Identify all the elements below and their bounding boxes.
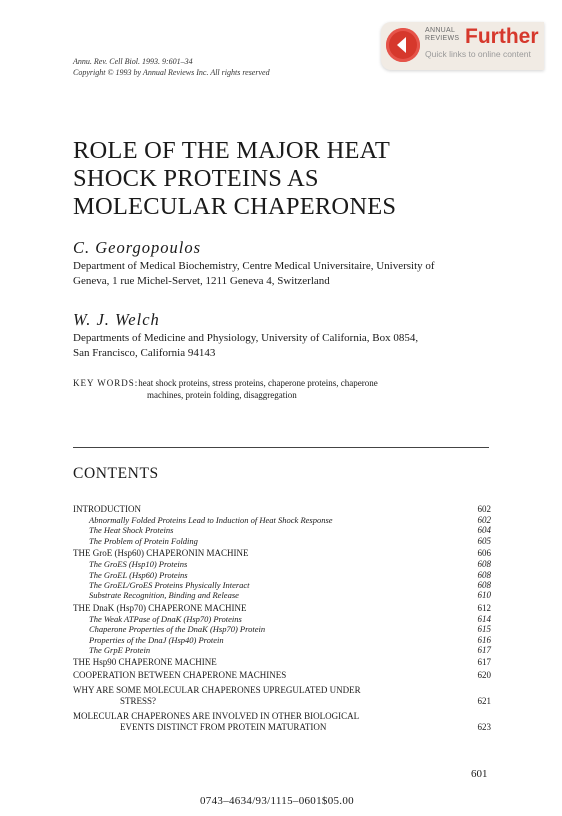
page-number: 601 — [471, 768, 488, 780]
toc-page-number: 608 — [477, 569, 491, 580]
toc-entry-text: Abnormally Folded Proteins Lead to Induction of Heat Shock Response — [89, 515, 333, 525]
toc-entry-text: Chaperone Properties of the DnaK (Hsp70) Protein — [89, 624, 266, 635]
toc-entry-title — [89, 559, 461, 569]
toc-page-number: 610 — [477, 590, 491, 601]
article-title — [73, 137, 493, 221]
toc-entry-text: THE DnaK (Hsp70) CHAPERONE MACHINE — [73, 602, 247, 613]
contents-heading: CONTENTS — [73, 465, 159, 482]
toc-entry — [73, 504, 491, 515]
title-line: ROLE OF THE MAJOR HEAT — [73, 137, 391, 164]
toc-entry-text: COOPERATION BETWEEN CHAPERONE MACHINES — [73, 670, 287, 681]
toc-entry-title — [73, 548, 461, 559]
affiliation-line: Departments of Medicine and Physiology, University of California, Box 0854, — [73, 332, 419, 344]
toc-entry-title — [73, 504, 461, 515]
author-affiliation — [73, 331, 503, 361]
toc-entry — [73, 580, 491, 590]
toc-page-number: 615 — [477, 624, 491, 635]
author-name: W. J. Welch — [73, 310, 160, 329]
toc-entry-title — [89, 570, 461, 580]
affiliation-line: San Francisco, California 94143 — [73, 347, 216, 359]
further-label: Further — [465, 25, 539, 48]
toc-entry-text: The Weak ATPase of DnaK (Hsp70) Proteins — [89, 613, 242, 624]
toc-entry-text: WHY ARE SOME MOLECULAR CHAPERONES UPREGULATED UNDER — [73, 685, 361, 696]
toc-entry-continuation: STRESS? — [120, 696, 157, 707]
toc-entry-title — [89, 525, 461, 535]
toc-page-number: 606 — [477, 548, 491, 559]
key-words — [73, 377, 493, 401]
toc-entry-title — [89, 624, 461, 634]
toc-entry — [73, 711, 491, 733]
title-line: SHOCK PROTEINS AS — [73, 165, 319, 192]
author-name: C. Georgopoulos — [73, 238, 202, 257]
brand-line-2: REVIEWS — [425, 35, 460, 42]
toc-entry-title — [89, 635, 461, 645]
toc-entry-text: The Heat Shock Proteins — [89, 525, 174, 536]
price-code: 0743–4634/93/1115–0601$05.00 — [200, 795, 354, 807]
toc-entry — [73, 657, 491, 668]
key-words-label: KEY WORDS: — [73, 378, 139, 388]
table-of-contents — [73, 504, 491, 733]
toc-entry — [73, 590, 491, 600]
toc-entry-text: MOLECULAR CHAPERONES ARE INVOLVED IN OTHER BIOLOGICAL — [73, 711, 360, 722]
toc-entry-text: The GroES (Hsp10) Proteins — [89, 559, 188, 570]
toc-page-number: 621 — [477, 696, 491, 707]
toc-entry-text: Substrate Recognition, Binding and Release — [89, 590, 239, 601]
toc-entry — [73, 645, 491, 655]
toc-entry — [73, 635, 491, 645]
toc-entry-continuation: EVENTS DISTINCT FROM PROTEIN MATURATION — [120, 722, 327, 733]
toc-page-number: 602 — [477, 504, 491, 514]
toc-entry-title — [73, 603, 461, 614]
toc-entry — [73, 624, 491, 634]
toc-entry-text: The GroEL (Hsp60) Proteins — [89, 569, 188, 580]
author-affiliation — [73, 259, 503, 289]
toc-page-number: 617 — [477, 645, 491, 656]
toc-entry — [73, 559, 491, 569]
toc-page-number: 612 — [477, 602, 491, 613]
toc-entry-title — [89, 580, 461, 590]
toc-entry — [73, 536, 491, 546]
toc-entry-text: Properties of the DnaJ (Hsp40) Protein — [89, 634, 224, 645]
journal-citation: Annu. Rev. Cell Biol. 1993. 9:601–34 — [73, 57, 193, 66]
toc-entry — [73, 548, 491, 559]
toc-entry-title — [73, 711, 461, 733]
toc-entry-title — [89, 515, 461, 525]
brand-line-1: ANNUAL — [425, 27, 456, 34]
toc-page-number: 608 — [477, 580, 491, 591]
toc-page-number: 617 — [477, 657, 491, 668]
toc-entry-title — [89, 645, 461, 655]
toc-entry-text: THE Hsp90 CHAPERONE MACHINE — [73, 657, 217, 668]
toc-entry-title — [89, 590, 461, 600]
toc-entry — [73, 685, 491, 707]
annual-reviews-logo — [425, 27, 465, 43]
toc-entry — [73, 515, 491, 525]
toc-page-number: 602 — [477, 515, 491, 525]
further-arrow-icon — [386, 28, 420, 62]
divider — [73, 447, 489, 448]
toc-entry — [73, 614, 491, 624]
toc-page-number: 616 — [477, 634, 491, 645]
key-words-line: machines, protein folding, disaggregation — [147, 390, 297, 400]
toc-entry-title — [89, 536, 461, 546]
affiliation-line: Department of Medical Biochemistry, Centre Medical Universitaire, University of — [73, 260, 435, 272]
toc-page-number: 605 — [477, 535, 491, 546]
toc-entry — [73, 525, 491, 535]
toc-entry-text: The GrpE Protein — [89, 645, 151, 656]
toc-entry-text: The Problem of Protein Folding — [89, 535, 198, 546]
toc-page-number: 623 — [477, 722, 491, 733]
toc-entry-text: The GroEL/GroES Proteins Physically Interact — [89, 580, 250, 591]
toc-page-number: 614 — [477, 613, 491, 624]
toc-entry-title — [73, 685, 461, 707]
further-badge[interactable] — [381, 22, 544, 70]
further-tagline: Quick links to online content — [425, 49, 531, 59]
toc-entry-text: INTRODUCTION — [73, 504, 141, 514]
toc-entry — [73, 670, 491, 681]
key-words-line: heat shock proteins, stress proteins, chaperone proteins, chaperone — [138, 378, 378, 388]
toc-page-number: 608 — [477, 559, 491, 570]
toc-page-number: 604 — [477, 525, 491, 536]
toc-entry — [73, 603, 491, 614]
toc-entry-text: THE GroE (Hsp60) CHAPERONIN MACHINE — [73, 548, 249, 559]
copyright-notice: Copyright © 1993 by Annual Reviews Inc. All rights reserved — [73, 68, 270, 77]
affiliation-line: Geneva, 1 rue Michel-Servet, 1211 Geneva 4, Switzerland — [73, 275, 330, 287]
title-line: MOLECULAR CHAPERONES — [73, 193, 397, 220]
toc-entry-title — [89, 614, 461, 624]
toc-page-number: 620 — [477, 670, 491, 681]
toc-entry-title — [73, 657, 461, 668]
toc-entry-title — [73, 670, 461, 681]
toc-entry — [73, 570, 491, 580]
